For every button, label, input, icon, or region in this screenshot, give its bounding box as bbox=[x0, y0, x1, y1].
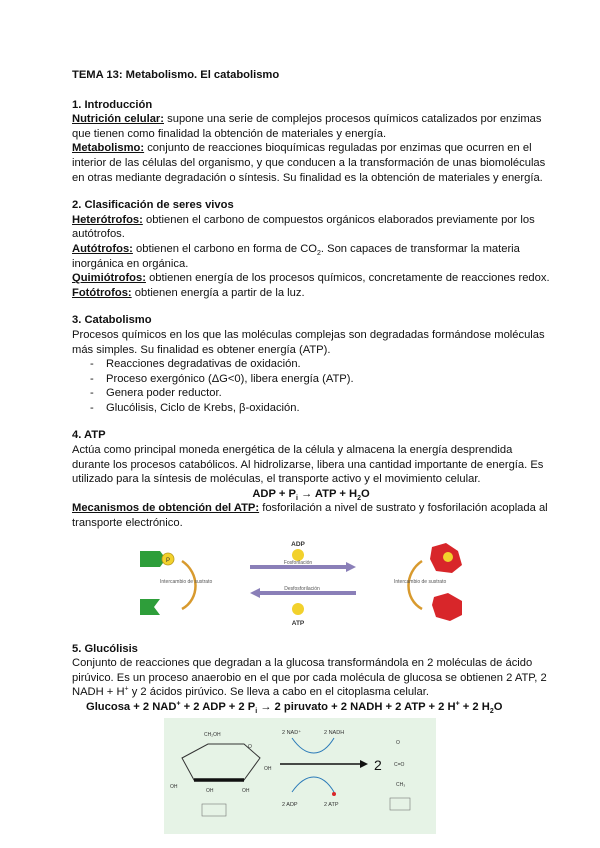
text-glucolisis-b: y 2 ácidos pirúvico. Se lleva a cabo en el citoplasma celular. bbox=[128, 686, 429, 699]
eq-part: O bbox=[493, 701, 503, 713]
section-heading-clasificacion: 2. Clasificación de seres vivos bbox=[72, 199, 234, 212]
list-item: - Proceso exergónico (ΔG<0), libera energía (ATP). bbox=[90, 372, 550, 387]
term-fototrofos: Fotótrofos: bbox=[72, 286, 132, 299]
center-top-label: Fosforilación bbox=[283, 559, 313, 566]
atp-cycle-figure bbox=[132, 537, 472, 629]
paragraph-catabolismo: Procesos químicos en los que las moléculas complejas son degradadas formándose moléculas más simples. Su finalidad es obtener energía (ATP). bbox=[72, 328, 545, 356]
pyruvate-box bbox=[390, 798, 410, 810]
glucose-box bbox=[202, 804, 226, 816]
ch3-label: CH₃ bbox=[396, 781, 406, 788]
equation-atp bbox=[72, 487, 550, 502]
co-label: C=O bbox=[394, 761, 405, 768]
coefficient-2: 2 bbox=[374, 756, 382, 773]
eq-o: O bbox=[360, 487, 370, 500]
carboxyl-o-label: O bbox=[396, 739, 400, 746]
term-autotrofos: Autótrofos: bbox=[72, 242, 133, 255]
adp2-label: 2 ADP bbox=[282, 801, 298, 808]
eq-part: + 2 H bbox=[459, 701, 490, 713]
atp-molecule-icon bbox=[292, 603, 304, 615]
paragraph-mecanismos bbox=[72, 501, 550, 530]
adp-label: ADP bbox=[291, 540, 305, 548]
oh-label: OH bbox=[170, 783, 178, 790]
right-curved-arrow-icon bbox=[409, 561, 423, 609]
paragraph-nutricion bbox=[72, 112, 550, 141]
text-nutricion: supone una serie de complejos procesos químicos catalizados por enzimas que tienen como finalidad la obtención de materiales y energía. bbox=[72, 113, 542, 140]
section-heading-introduccion: 1. Introducción bbox=[72, 98, 153, 111]
term-nutricion: Nutrición celular: bbox=[72, 113, 165, 126]
text-autotrofos-b: . Son capaces de transformar la materia inorgánica en orgánica. bbox=[72, 242, 520, 270]
section-heading-glucolisis: 5. Glucólisis bbox=[72, 642, 138, 655]
atp2-label: 2 ATP bbox=[324, 801, 339, 808]
left-label: Intercambio de sustrato bbox=[160, 578, 213, 585]
red-enzyme-bottom-icon bbox=[432, 593, 462, 621]
term-metabolismo: Metabolismo: bbox=[72, 142, 145, 155]
term-mecanismos: Mecanismos de obtención del ATP: bbox=[72, 502, 260, 515]
atp-label: ATP bbox=[291, 619, 305, 627]
right-label: Intercambio de sustrato bbox=[394, 578, 447, 585]
section-heading-catabolismo: 3. Catabolismo bbox=[72, 314, 152, 327]
eq-sub-2: 2 bbox=[357, 495, 361, 503]
eq-part: → 2 piruvato + 2 NADH + 2 ATP + 2 H bbox=[257, 701, 456, 713]
ring-o-label: O bbox=[248, 743, 252, 750]
text-fototrofos: obtienen energía a partir de la luz. bbox=[131, 286, 305, 299]
text-autotrofos-a: obtienen el carbono en forma de CO bbox=[132, 242, 317, 255]
text-glucolisis-a: Conjunto de reacciones que degradan a la glucosa transformándola en 2 moléculas de ácido pirúvico. Es un proceso anaerobio en el que por cada molécula de glucosa se obtienen 2 ATP, 2 NADH + H bbox=[72, 657, 547, 699]
list-item: - Genera poder reductor. bbox=[90, 386, 550, 401]
glucolisis-diagram bbox=[164, 718, 436, 834]
paragraph-atp: Actúa como principal moneda energética de la célula y almacena la energía desprendida durante los procesos catabólicos. Al hidrolizarse, libera una cantidad importante de energía. Es utilizado para la síntesis de moléculas, el transporte activo y el movimiento celular. bbox=[72, 444, 544, 486]
subscript-2: 2 bbox=[317, 250, 321, 258]
atp-cycle-diagram bbox=[132, 537, 472, 629]
list-item: - Glucólisis, Ciclo de Krebs, β-oxidación. bbox=[90, 401, 550, 416]
eq-sub: i bbox=[255, 708, 258, 716]
text-mecanismos: fosforilación a nivel de sustrato y fosforilación acoplada al transporte electrónico. bbox=[72, 502, 548, 530]
left-curved-arrow-icon bbox=[182, 561, 196, 609]
paragraph-glucolisis bbox=[72, 656, 550, 700]
catabolismo-list bbox=[72, 357, 550, 415]
nadh-label: 2 NADH bbox=[324, 729, 345, 736]
atp-red-dot-icon bbox=[332, 792, 336, 796]
eq-part: Glucosa + 2 NAD bbox=[86, 701, 177, 713]
nad-curved-arrow-icon bbox=[292, 738, 334, 753]
oh-label: OH bbox=[206, 787, 214, 794]
phosphate-yellow-right-icon bbox=[443, 552, 453, 562]
paragraph-fototrofos bbox=[72, 286, 550, 301]
glucolisis-figure bbox=[164, 718, 436, 834]
center-bottom-label: Desfosforilación bbox=[284, 585, 320, 592]
text-heterotrofos: obtienen el carbono de compuestos orgánicos elaborados previamente por los autótrofos. bbox=[72, 213, 535, 241]
eq-arrow: → bbox=[297, 487, 315, 500]
equation-glucolisis bbox=[72, 700, 550, 715]
phosphate-label: P bbox=[165, 557, 171, 564]
paragraph-heterotrofos bbox=[72, 213, 550, 242]
eq-atp: ATP + H bbox=[314, 487, 358, 500]
paragraph-autotrofos bbox=[72, 242, 550, 271]
eq-sub: 2 bbox=[489, 708, 494, 716]
document-page bbox=[72, 68, 550, 834]
ch2oh-label: CH₂OH bbox=[204, 731, 221, 738]
oh-label: OH bbox=[264, 765, 272, 772]
term-heterotrofos: Heterótrofos: bbox=[72, 213, 143, 226]
superscript-plus: + bbox=[124, 685, 129, 693]
eq-sub-i: i bbox=[295, 495, 298, 503]
eq-adp: ADP + P bbox=[252, 487, 296, 500]
nad-label: 2 NAD⁺ bbox=[282, 729, 302, 736]
term-quimiotrofos: Quimiótrofos: bbox=[72, 272, 146, 285]
green-enzyme-bottom-icon bbox=[140, 599, 160, 615]
text-quimiotrofos: obtienen energía de los procesos químicos, concretamente de reacciones redox. bbox=[145, 272, 550, 285]
eq-part: + 2 ADP + 2 P bbox=[180, 701, 256, 713]
text-metabolismo: conjunto de reacciones bioquímicas reguladas por enzimas que ocurren en el interior de las células del organismo, y que conducen a la transformación de unas biomoléculas en otras mediante degradación o síntesis. Su finalidad es la obtención de materiales y energía. bbox=[72, 142, 546, 184]
adp-curved-arrow-icon bbox=[292, 777, 334, 792]
paragraph-metabolismo bbox=[72, 141, 550, 185]
list-item: - Reacciones degradativas de oxidación. bbox=[90, 357, 550, 372]
paragraph-quimiotrofos bbox=[72, 271, 550, 286]
oh-label: OH bbox=[242, 787, 250, 794]
document-title: TEMA 13: Metabolismo. El catabolismo bbox=[72, 69, 280, 81]
eq-sup: + bbox=[176, 700, 181, 708]
eq-sup: + bbox=[455, 700, 460, 708]
section-heading-atp: 4. ATP bbox=[72, 429, 106, 442]
